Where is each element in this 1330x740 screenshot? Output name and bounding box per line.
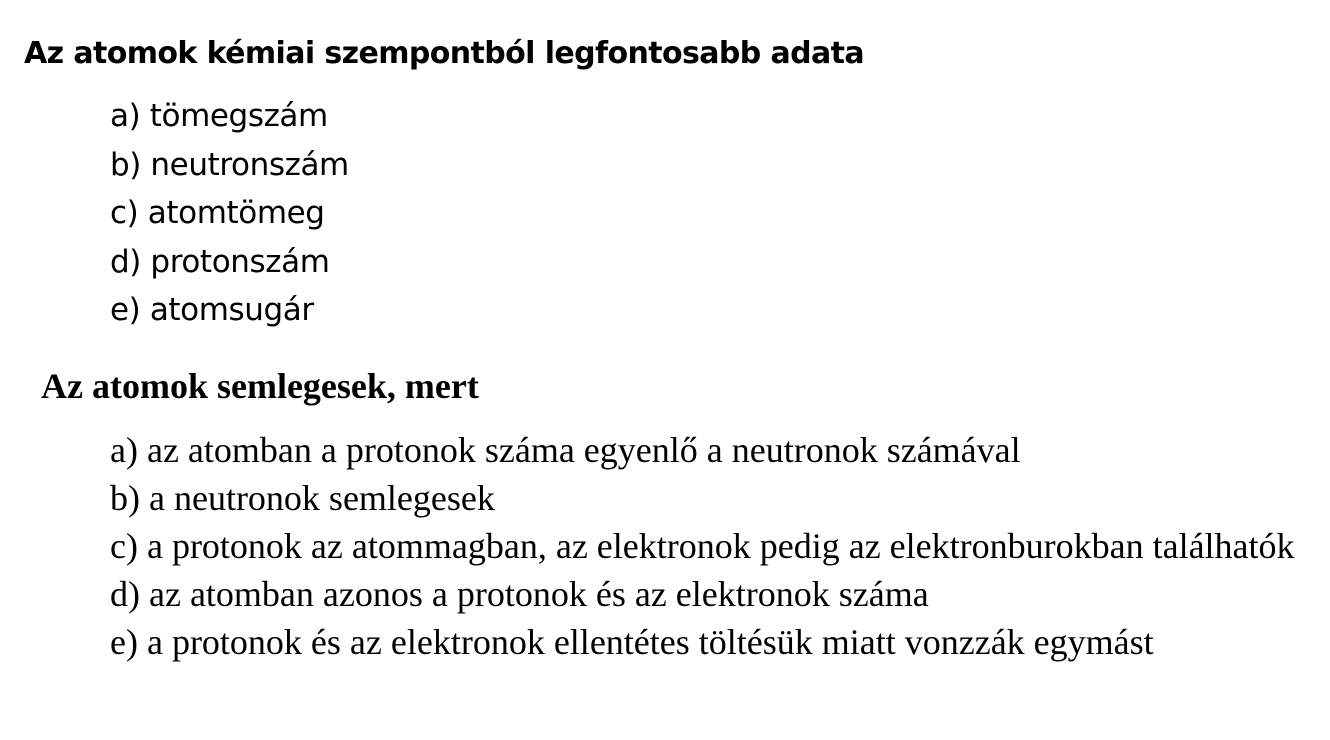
option-c: c) a protonok az atommagban, az elektronok pedig az elektronburokban találhatók [110,526,1295,566]
option-b: b) a neutronok semlegesek [110,478,495,518]
option-e: e) atomsugár [110,292,314,328]
option-e: e) a protonok és az elektronok ellentétes töltésük miatt vonzzák egymást [110,622,1154,662]
question-1-options [110,92,349,335]
option-a: a) az atomban a protonok száma egyenlő a neutronok számával [110,430,1021,470]
question-2-title: Az atomok semlegesek, mert [41,366,479,406]
option-b: b) neutronszám [110,146,349,183]
question-2-options [110,426,1310,666]
question-1-title: Az atomok kémiai szempontból legfontosabb adata [24,36,865,71]
option-d: d) protonszám [110,243,330,280]
option-c: c) atomtömeg [110,195,325,231]
option-a: a) tömegszám [110,98,328,134]
option-d: d) az atomban azonos a protonok és az elektronok száma [110,574,929,614]
